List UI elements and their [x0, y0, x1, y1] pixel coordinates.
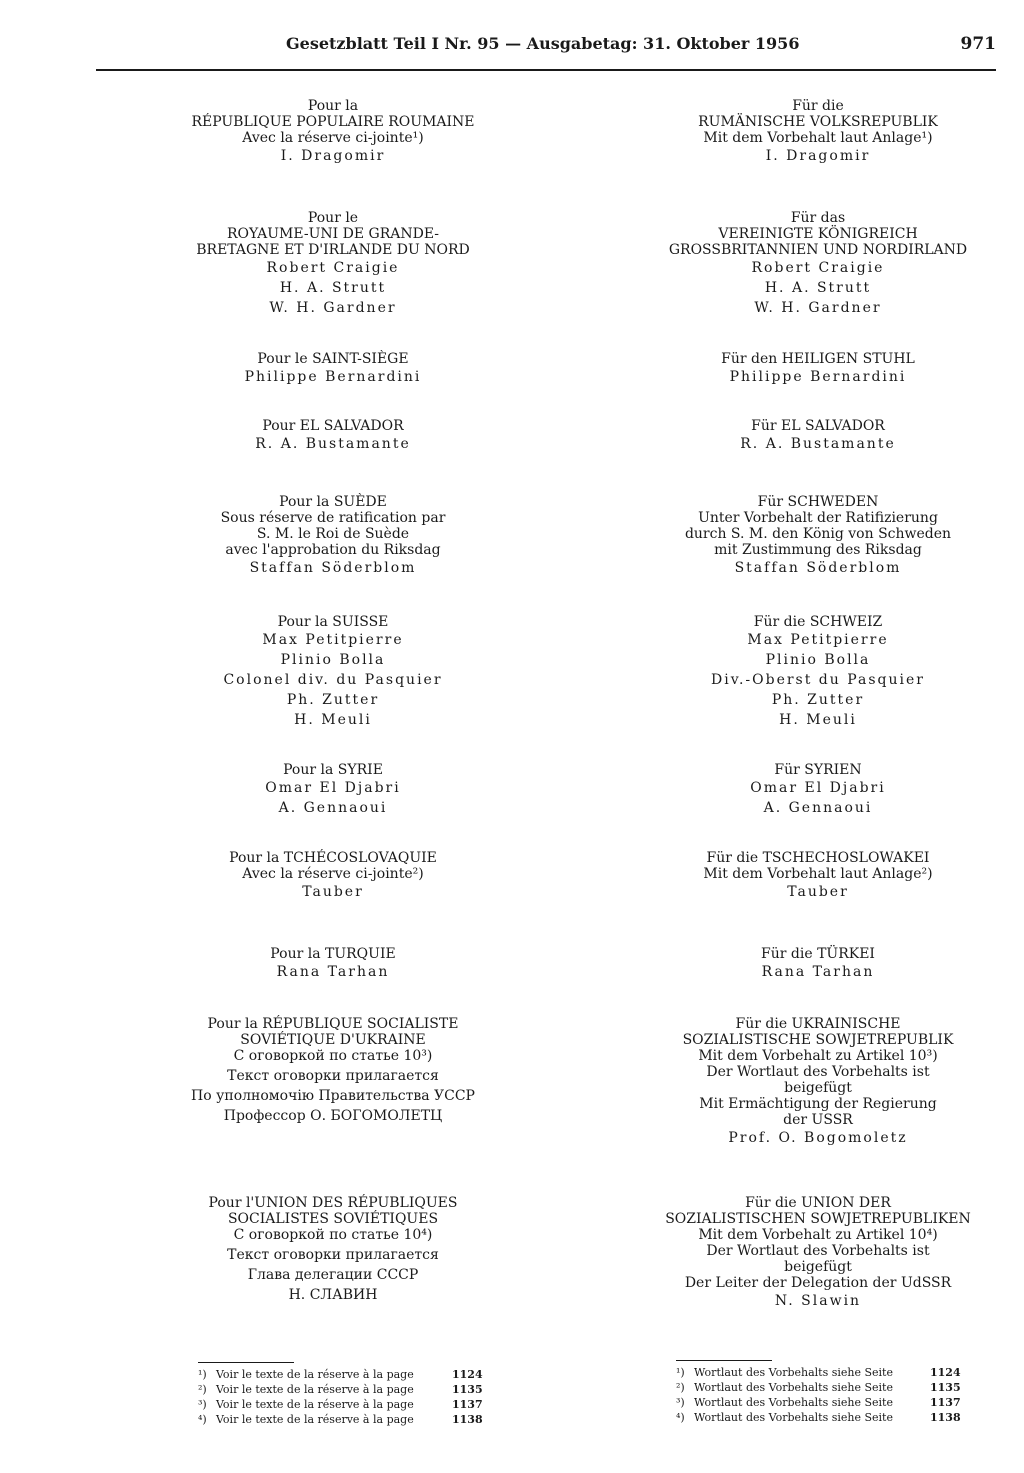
entry-line: Профессор О. БОГОМОЛЕТЦ [223, 1108, 443, 1124]
footnote [198, 1412, 483, 1427]
signatory-block [608, 762, 1024, 818]
footnote [676, 1365, 961, 1380]
signatory-block [608, 850, 1024, 902]
entry-line: Für die UKRAINISCHE [735, 1016, 901, 1032]
entry-line: Der Wortlaut des Vorbehalts ist [706, 1064, 930, 1080]
entry-line: Pour EL SALVADOR [262, 418, 404, 434]
signatory-block [123, 614, 543, 730]
footnote-page: 1135 [452, 1383, 483, 1396]
entry-line: Mit Ermächtigung der Regierung [699, 1096, 937, 1112]
entry-line: Für die TÜRKEI [761, 946, 875, 962]
entry-line: avec l'approbation du Riksdag [225, 542, 441, 558]
signature-name: Max Petitpierre [747, 632, 889, 648]
entry-line: Текст оговорки прилагается [227, 1247, 439, 1263]
entry-line: S. M. le Roi de Suède [256, 526, 410, 542]
entry-line: Pour l'UNION DES RÉPUBLIQUES [208, 1195, 458, 1211]
footnote-num: ⁴) [676, 1411, 685, 1424]
signatory-block [608, 98, 1024, 166]
signature-name: Div.-Oberst du Pasquier [711, 672, 925, 688]
signature-name: Plinio Bolla [280, 652, 386, 668]
signature-name: A. Gennaoui [278, 800, 388, 816]
entry-line: Der Wortlaut des Vorbehalts ist [706, 1243, 930, 1259]
header-rule [96, 69, 996, 71]
signatory-block [608, 1195, 1024, 1311]
entry-line: Für den HEILIGEN STUHL [721, 351, 915, 367]
entry-line: Mit dem Vorbehalt zu Artikel 10³) [698, 1048, 938, 1064]
footnote-num: ²) [676, 1381, 685, 1394]
entry-line: Für SYRIEN [774, 762, 862, 778]
entry-line: mit Zustimmung des Riksdag [714, 542, 922, 558]
footnote [198, 1397, 483, 1412]
footnote [198, 1367, 483, 1382]
signature-name: W. H. Gardner [754, 300, 882, 316]
entry-line: Für die UNION DER [745, 1195, 891, 1211]
entry-line: SOZIALISTISCHEN SOWJETREPUBLIKEN [665, 1211, 971, 1227]
entry-line: Pour le SAINT-SIÈGE [257, 351, 409, 367]
signature-name: Plinio Bolla [765, 652, 871, 668]
signatory-block [608, 210, 1024, 318]
signatory-block [123, 98, 543, 166]
page-number: 971 [960, 34, 996, 54]
entry-line: Pour la SUISSE [277, 614, 389, 630]
signatory-block [123, 946, 543, 982]
entry-line: Für das [790, 210, 846, 226]
signature-name: Staffan Söderblom [249, 560, 417, 576]
entry-line: Avec la réserve ci-jointe¹) [242, 130, 424, 146]
entry-line: Pour la TURQUIE [270, 946, 396, 962]
signature-name: Philippe Bernardini [244, 369, 422, 385]
signatory-block [123, 494, 543, 578]
signature-name: Philippe Bernardini [729, 369, 907, 385]
signature-name: N. Slawin [774, 1293, 862, 1309]
entry-line: RÉPUBLIQUE POPULAIRE ROUMAINE [191, 114, 475, 130]
entry-line: Pour la RÉPUBLIQUE SOCIALISTE [207, 1016, 459, 1032]
signatory-block [123, 210, 543, 318]
entry-line: Für SCHWEDEN [757, 494, 879, 510]
signatory-block [608, 351, 1024, 387]
entry-line: Avec la réserve ci-jointe²) [242, 866, 424, 882]
footnote-num: ⁴) [198, 1413, 207, 1426]
entry-line: BRETAGNE ET D'IRLANDE DU NORD [196, 242, 470, 258]
footnote-num: ³) [676, 1396, 685, 1409]
signature-name: Omar El Djabri [750, 780, 886, 796]
entry-line: Mit dem Vorbehalt laut Anlage²) [703, 866, 933, 882]
entry-line: VEREINIGTE KÖNIGREICH [718, 226, 918, 242]
signature-name: H. A. Strutt [764, 280, 872, 296]
footnote-num: ¹) [198, 1368, 207, 1381]
entry-line: SOCIALISTES SOVIÉTIQUES [227, 1211, 439, 1227]
entry-line: Pour la [307, 98, 359, 114]
footnotes-right [676, 1365, 961, 1425]
signatory-block [123, 351, 543, 387]
footnote-num: ¹) [676, 1366, 685, 1379]
footnote-page: 1135 [930, 1381, 961, 1394]
signatory-block [608, 1016, 1024, 1148]
page-header [96, 34, 996, 62]
entry-line: Н. СЛАВИН [288, 1287, 378, 1303]
signature-name: Tauber [787, 884, 849, 900]
signatory-block [123, 418, 543, 454]
signatory-block [608, 614, 1024, 730]
signature-name: H. Meuli [294, 712, 372, 728]
signatory-block [123, 1195, 543, 1303]
entry-line: Mit dem Vorbehalt laut Anlage¹) [703, 130, 933, 146]
signature-name: Omar El Djabri [265, 780, 401, 796]
footnote-rule-right [676, 1360, 772, 1361]
signatory-block [608, 946, 1024, 982]
signature-name: Rana Tarhan [276, 964, 390, 980]
signature-name: Prof. O. Bogomoletz [728, 1130, 908, 1146]
signature-name: Staffan Söderblom [734, 560, 902, 576]
entry-line: Sous réserve de ratification par [220, 510, 446, 526]
footnote [676, 1410, 961, 1425]
header-title: Gesetzblatt Teil I Nr. 95 — Ausgabetag: 31. Oktober 1956 [286, 34, 800, 53]
entry-line: SOVIÉTIQUE D'UKRAINE [240, 1032, 426, 1048]
signature-name: Tauber [302, 884, 364, 900]
footnote-page: 1137 [452, 1398, 483, 1411]
signature-name: Ph. Zutter [286, 692, 380, 708]
signatory-block [123, 1016, 543, 1124]
entry-line: durch S. M. den König von Schweden [684, 526, 952, 542]
signature-name: Colonel div. du Pasquier [223, 672, 443, 688]
signature-name: H. Meuli [779, 712, 857, 728]
footnote [676, 1395, 961, 1410]
entry-line: Für die SCHWEIZ [753, 614, 883, 630]
footnote-text: Wortlaut des Vorbehalts siehe Seite [694, 1381, 893, 1394]
entry-line: beigefügt [784, 1080, 852, 1096]
entry-line: der USSR [783, 1112, 853, 1128]
entry-line: Текст оговорки прилагается [227, 1068, 439, 1084]
entry-line: GROSSBRITANNIEN UND NORDIRLAND [668, 242, 968, 258]
footnote-page: 1124 [452, 1368, 483, 1381]
footnotes-left [198, 1367, 483, 1427]
footnote-num: ²) [198, 1383, 207, 1396]
footnote-page: 1124 [930, 1366, 961, 1379]
entry-line: beigefügt [784, 1259, 852, 1275]
entry-line: Für EL SALVADOR [751, 418, 885, 434]
entry-line: Mit dem Vorbehalt zu Artikel 10⁴) [698, 1227, 938, 1243]
footnote-page: 1138 [452, 1413, 483, 1426]
entry-line: Pour la SYRIE [283, 762, 383, 778]
footnote-text: Voir le texte de la réserve à la page [216, 1413, 414, 1426]
entry-line: Für die TSCHECHOSLOWAKEI [706, 850, 930, 866]
signature-name: Rana Tarhan [761, 964, 875, 980]
entry-line: С оговоркой по статье 10⁴) [233, 1227, 433, 1243]
signature-name: R. A. Bustamante [740, 436, 896, 452]
signatory-block [123, 762, 543, 818]
signature-name: Robert Craigie [751, 260, 885, 276]
entry-line: Pour le [307, 210, 359, 226]
entry-line: С оговоркой по статье 10³) [233, 1048, 433, 1064]
footnote-text: Wortlaut des Vorbehalts siehe Seite [694, 1366, 893, 1379]
signature-name: W. H. Gardner [269, 300, 397, 316]
entry-line: Pour la SUÈDE [279, 494, 387, 510]
entry-line: Pour la TCHÉCOSLOVAQUIE [229, 850, 437, 866]
signature-name: Max Petitpierre [262, 632, 404, 648]
footnote [676, 1380, 961, 1395]
footnote-text: Voir le texte de la réserve à la page [216, 1398, 414, 1411]
footnote-text: Wortlaut des Vorbehalts siehe Seite [694, 1411, 893, 1424]
signatory-block [123, 850, 543, 902]
footnote-text: Voir le texte de la réserve à la page [216, 1368, 414, 1381]
entry-line: SOZIALISTISCHE SOWJETREPUBLIK [682, 1032, 954, 1048]
entry-line: Глава делегации СССР [247, 1267, 419, 1283]
signature-name: I. Dragomir [765, 148, 871, 164]
footnote-num: ³) [198, 1398, 207, 1411]
signature-name: I. Dragomir [280, 148, 386, 164]
footnote-page: 1137 [930, 1396, 961, 1409]
entry-line: RUMÄNISCHE VOLKSREPUBLIK [698, 114, 938, 130]
entry-line: Für die [792, 98, 844, 114]
entry-line: ROYAUME-UNI DE GRANDE- [226, 226, 440, 242]
footnote [198, 1382, 483, 1397]
signature-name: Robert Craigie [266, 260, 400, 276]
entry-line: Der Leiter der Delegation der UdSSR [684, 1275, 952, 1291]
signatory-block [608, 494, 1024, 578]
footnote-page: 1138 [930, 1411, 961, 1424]
signature-name: H. A. Strutt [279, 280, 387, 296]
footnote-text: Wortlaut des Vorbehalts siehe Seite [694, 1396, 893, 1409]
signature-name: R. A. Bustamante [255, 436, 411, 452]
entry-line: Unter Vorbehalt der Ratifizierung [698, 510, 938, 526]
signatory-block [608, 418, 1024, 454]
entry-line: По уполномочію Правительства УССР [191, 1088, 475, 1104]
footnote-rule-left [198, 1362, 294, 1363]
signature-name: A. Gennaoui [763, 800, 873, 816]
footnote-text: Voir le texte de la réserve à la page [216, 1383, 414, 1396]
signature-name: Ph. Zutter [771, 692, 865, 708]
